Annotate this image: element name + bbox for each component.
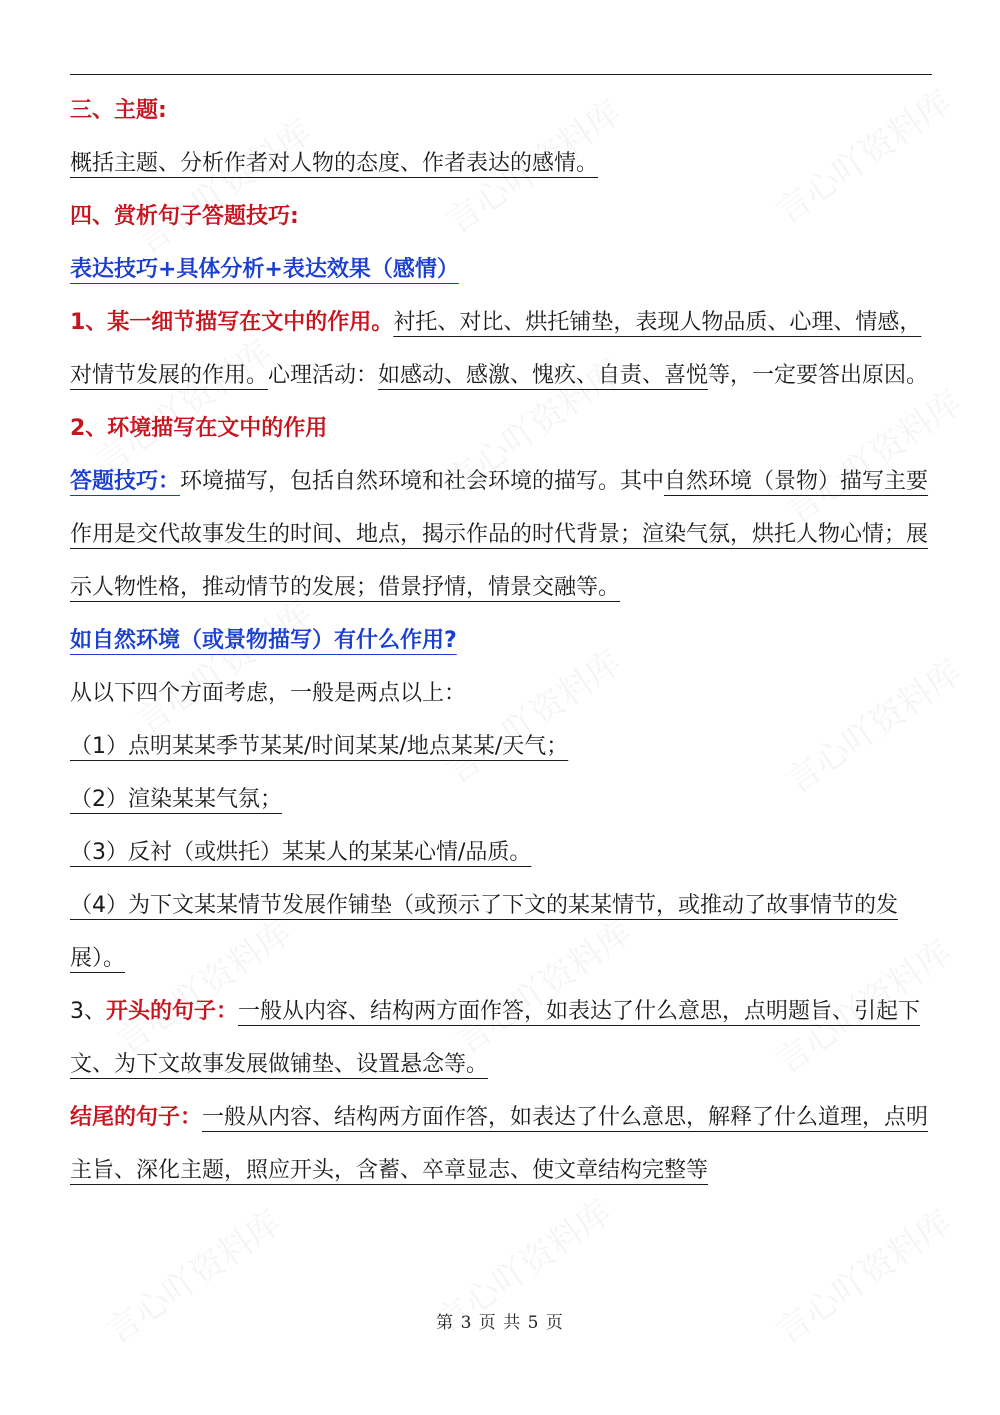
ending-text: 一般从内容、结构两方面作答，如表达了什么意思，解释了什么道理，点明主旨、深化主题，照应开头，含蓄、卒章显志、使文章结构完整等 xyxy=(70,1105,929,1183)
tip-text-a: 环境描写，包括自然环境和社会环境的描写。其中 xyxy=(180,469,665,494)
point-3: （3）反衬（或烘托）某某人的某某心情/品质。 xyxy=(70,840,532,865)
top-rule xyxy=(70,74,932,75)
item1-paragraph xyxy=(70,296,932,402)
item3-text: 一般从内容、结构两方面作答，如表达了什么意思，点明题旨、引起下文、为下文故事发展做铺垫、设置悬念等。 xyxy=(70,999,921,1077)
item1-text-c: 如感动、感激、愧疚、自责、喜悦 xyxy=(378,363,709,388)
point-4: （4）为下文某某情节发展作铺垫（或预示了下文的某某情节，或推动了故事情节的发展）。 xyxy=(70,893,898,971)
page-number: 第 3 页 共 5 页 xyxy=(436,1313,564,1333)
ending-paragraph xyxy=(70,1091,932,1197)
item3-paragraph xyxy=(70,985,932,1091)
ending-title: 结尾的句子： xyxy=(70,1105,203,1130)
item2-question: 如自然环境（或景物描写）有什么作用? xyxy=(70,628,457,653)
item3-title: 开头的句子： xyxy=(106,999,239,1024)
formula-heading: 表达技巧+具体分析+表达效果（感情） xyxy=(70,257,459,282)
document-body xyxy=(70,84,932,1197)
section3-text: 概括主题、分析作者对人物的态度、作者表达的感情。 xyxy=(70,151,599,176)
tip-text-b: 自然环境（景物）描写主要作用是交代故事发生的时间、地点，揭示作品的时代背景；渲染气氛，烘托人物心情；展示人物性格，推动情节的发展；借景抒情，情景交融等。 xyxy=(70,469,929,600)
tip-label: 答题技巧： xyxy=(70,469,181,494)
section4-heading: 四、赏析句子答题技巧: xyxy=(70,204,299,229)
item1-text-b: 心理活动： xyxy=(268,363,379,388)
item2-paragraph xyxy=(70,455,932,614)
section3-heading: 三、主题: xyxy=(70,98,167,123)
item3-number: 3、 xyxy=(70,999,106,1024)
item1-text-a: 衬托、对比、烘托铺垫，表现人物品质、心理、情感，对情节发展的作用。 xyxy=(70,310,922,388)
point-2: （2）渲染某某气氛； xyxy=(70,787,282,812)
item1-text-d: 等，一定要答出原因。 xyxy=(708,363,929,388)
point-1: （1）点明某某季节某某/时间某某/地点某某/天气； xyxy=(70,734,569,759)
item2-title: 2、环境描写在文中的作用 xyxy=(70,416,328,441)
item1-title: 1、某一细节描写在文中的作用。 xyxy=(70,310,394,335)
item2-consider: 从以下四个方面考虑，一般是两点以上： xyxy=(70,681,467,706)
